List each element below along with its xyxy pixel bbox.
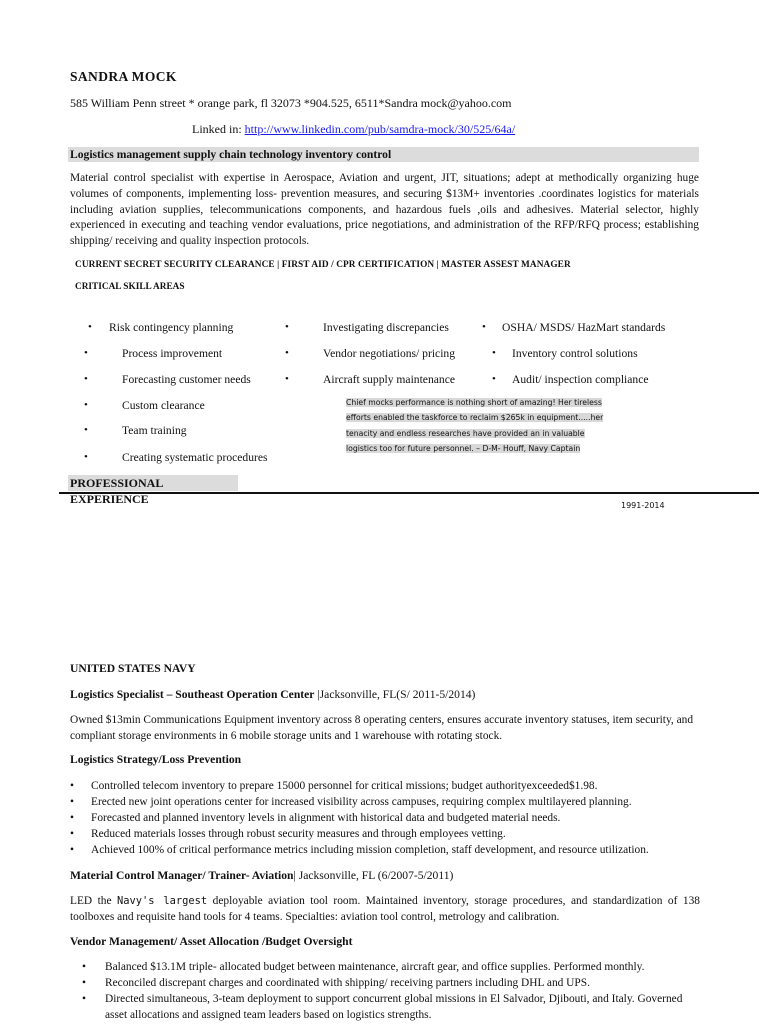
achievement-list xyxy=(82,959,702,1023)
achievement-list xyxy=(70,778,710,858)
list-item: • Achieved 100% of critical performance metrics including mission completion, staff development, and resource utilization. xyxy=(70,842,710,858)
bullet: • xyxy=(84,373,88,385)
bullet: • xyxy=(285,321,289,333)
list-item: • Balanced $13.1M triple- allocated budget between maintenance, aircraft gear, and office supplies. Performed monthly. xyxy=(82,959,702,975)
role-location: |Jacksonville, FL(S/ 2011-5/2014) xyxy=(317,688,476,701)
role-description xyxy=(70,894,700,925)
quote-line: Chief mocks performance is nothing short of amazing! Her tireless xyxy=(346,398,602,407)
skills-title: CRITICAL SKILL AREAS xyxy=(75,282,185,292)
skill-item: Investigating discrepancies xyxy=(323,321,449,334)
candidate-name: SANDRA MOCK xyxy=(70,69,177,84)
list-item: • Controlled telecom inventory to prepare 15000 personnel for critical missions; budget authorityexceeded$1.98. xyxy=(70,778,710,794)
skill-item: OSHA/ MSDS/ HazMart standards xyxy=(502,321,666,334)
section-divider xyxy=(59,492,759,494)
quote-line: tenacity and endless researches have provided an in valuable xyxy=(346,428,585,438)
list-item: • Reduced materials losses through robust security measures and through employees vetting. xyxy=(70,826,710,842)
skill-item: Team training xyxy=(122,424,187,437)
bullet: • xyxy=(492,373,496,385)
role-heading xyxy=(70,688,475,701)
linkedin-link[interactable]: http://www.linkedin.com/pub/samdra-mock/30/525/64a/ xyxy=(244,122,516,136)
headline-bar: Logistics management supply chain technology inventory control xyxy=(68,147,699,162)
linkedin-line xyxy=(192,122,515,137)
testimonial-quote xyxy=(346,395,668,456)
bullet: • xyxy=(482,321,486,333)
contact-line: 585 William Penn street * orange park, fl 32073 *904.525, 6511*Sandra mock@yahoo.com xyxy=(70,96,512,110)
bullet: • xyxy=(492,347,496,359)
bullet: • xyxy=(88,321,92,333)
role-subheading: Vendor Management/ Asset Allocation /Budget Oversight xyxy=(70,935,353,948)
bullet: • xyxy=(84,451,88,463)
bullet: • xyxy=(84,399,88,411)
role-subheading: Logistics Strategy/Loss Prevention xyxy=(70,753,242,766)
section-title-experience: PROFESSIONAL EXPERIENCE xyxy=(68,475,238,491)
experience-dates: 1991-2014 xyxy=(621,501,665,510)
linkedin-label: Linked in: xyxy=(192,122,242,136)
list-item: • Erected new joint operations center for increased visibility across campuses, requiring complex multilayered planning. xyxy=(70,794,710,810)
skill-item: Forecasting customer needs xyxy=(122,373,251,386)
role-description: Owned $13min Communications Equipment inventory across 8 operating centers, ensures accurate inventory statuses, item security, and compliant storage environments in 6 mobile storage units and 1 warehouse with rotating stock. xyxy=(70,714,694,742)
role-title: Logistics Specialist – Southeast Operation Center xyxy=(70,688,315,701)
skill-item: Inventory control solutions xyxy=(512,347,638,360)
summary-paragraph: Material control specialist with expertise in Aerospace, Aviation and urgent, JIT, situations; adept at methodically organizing huge volumes of components, implementing loss- prevention measures, and securing $13M+ inventories .coordinates logistics for materials including aviation supplies, telecommunications components, and hazardous fuels ,oils and adhesives. Material selector, highly experienced in executing and teaching vendor evaluations, price negotiations, and administration of the RFP/RFQ process; establishing shipping/ receiving and quality inspection protocols. xyxy=(70,172,699,248)
list-item: • Directed simultaneous, 3-team deployment to support concurrent global missions in El Salvador, Djibouti, and Italy. Governed asset allocations and assigned team leaders based on logistics strengths. xyxy=(82,991,702,1023)
skill-item: Process improvement xyxy=(122,347,223,360)
role-heading xyxy=(70,869,453,882)
desc-part: LED the xyxy=(70,895,117,907)
skill-item: Aircraft supply maintenance xyxy=(323,373,455,386)
desc-part: Navy's largest xyxy=(116,895,208,907)
clearance-line: CURRENT SECRET SECURITY CLEARANCE | FIRST AID / CPR CERTIFICATION | MASTER ASSEST MANAGER xyxy=(75,260,571,270)
list-item: • Forecasted and planned inventory levels in alignment with historical data and budgeted material needs. xyxy=(70,810,710,826)
quote-line: logistics too for future personnel. – D-M- Houff, Navy Captain xyxy=(346,443,581,453)
quote-line: efforts enabled the taskforce to reclaim $265k in equipment.....her xyxy=(346,413,604,423)
bullet: • xyxy=(84,347,88,359)
role-title: Material Control Manager/ Trainer- Aviation xyxy=(70,869,294,882)
bullet: • xyxy=(285,347,289,359)
bullet: • xyxy=(84,424,88,436)
skill-item: Creating systematic procedures xyxy=(122,451,268,464)
list-item: • Reconciled discrepant charges and coordinated with shipping/ receiving partners including DHL and UPS. xyxy=(82,975,702,991)
skill-item: Custom clearance xyxy=(122,399,205,412)
skill-item: Risk contingency planning xyxy=(109,321,234,334)
bullet: • xyxy=(285,373,289,385)
skill-item: Audit/ inspection compliance xyxy=(512,373,649,386)
skill-item: Vendor negotiations/ pricing xyxy=(323,347,456,360)
desc-part: deployable aviation tool room. Maintained inventory, storage procedures, and standardization of 138 toolboxes and requisite hand tools for 4 teams. Specialties: aviation tool control, metrology and calibration. xyxy=(70,895,700,923)
employer-name: UNITED STATES NAVY xyxy=(70,662,196,675)
role-location: | Jacksonville, FL (6/2007-5/2011) xyxy=(293,869,454,882)
